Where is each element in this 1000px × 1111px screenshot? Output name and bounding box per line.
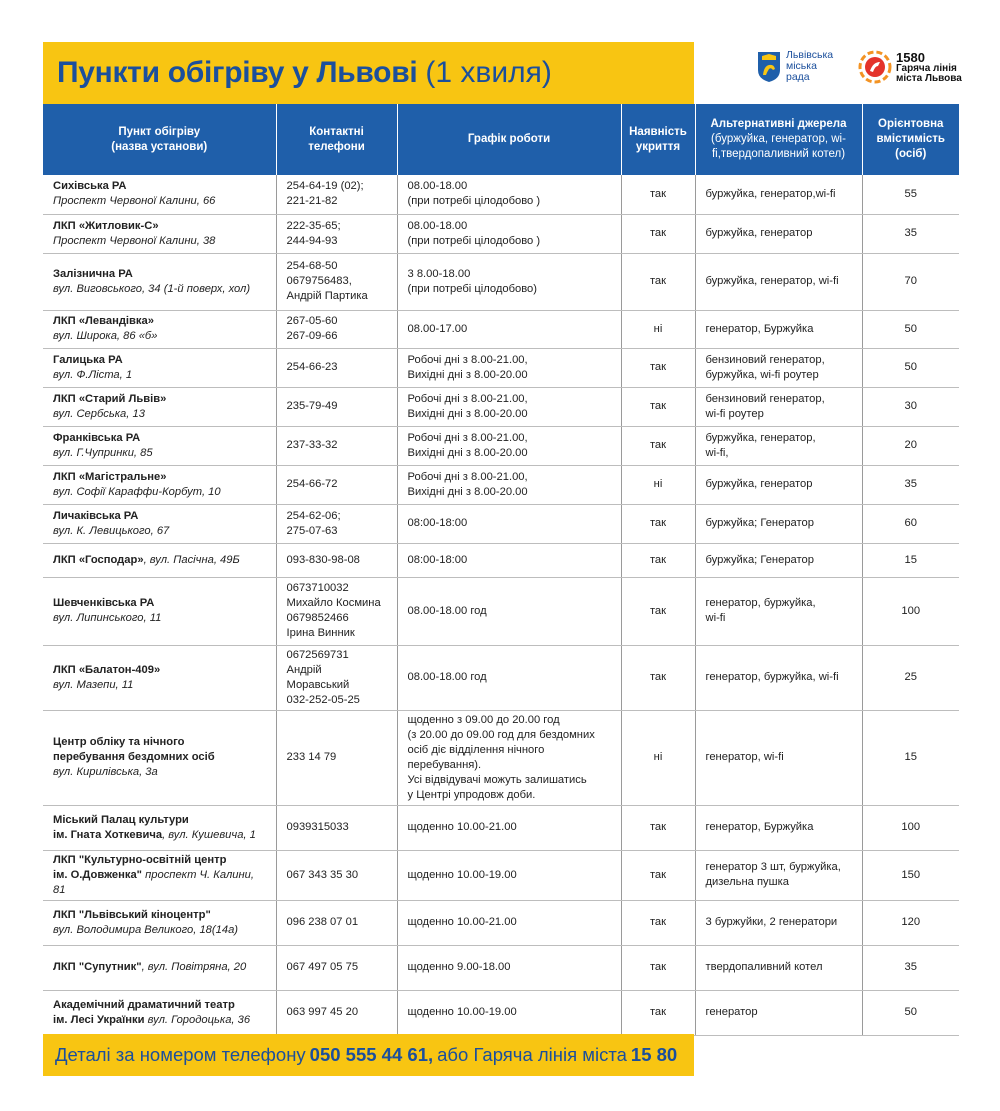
cell-alt-sources: бензиновий генератор, wi-fi роутер — [695, 387, 862, 426]
cell-shelter: так — [621, 214, 695, 253]
cell-alt-sources: генератор, буржуйка, wi-fi — [695, 645, 862, 710]
cell-schedule: щоденно 9.00-18.00 — [397, 945, 621, 990]
cell-schedule: Робочі дні з 8.00-21.00, Вихідні дні з 8.00-20.00 — [397, 426, 621, 465]
hotline-subtitle: Гаряча лінія міста Львова — [896, 62, 962, 84]
cell-capacity: 25 — [862, 645, 959, 710]
cell-shelter: так — [621, 900, 695, 945]
table-header-row — [43, 104, 959, 175]
footer-banner — [43, 1034, 694, 1076]
cell-point — [43, 387, 276, 426]
point-address: вул. Ф.Ліста, 1 — [53, 368, 133, 381]
table-row — [43, 710, 959, 805]
cell-phone: 222-35-65; 244-94-93 — [276, 214, 397, 253]
point-name: ЛКП "Львівський кіноцентр" — [53, 908, 211, 921]
cell-phone: 0672569731 Андрій Моравський 032-252-05-25 — [276, 645, 397, 710]
col-header-phones: Контактні телефони — [276, 104, 397, 175]
cell-capacity: 35 — [862, 214, 959, 253]
cell-point — [43, 310, 276, 348]
col-header-point-title: Пункт обігріву — [118, 125, 201, 138]
point-address: вул. К. Левицького, 67 — [53, 524, 170, 537]
point-name: ЛКП «Житловик-С» — [53, 219, 159, 232]
cell-phone: 067 343 35 30 — [276, 850, 397, 900]
cell-point — [43, 253, 276, 310]
cell-alt-sources: буржуйка, генератор — [695, 214, 862, 253]
point-name: ЛКП «Господар» — [53, 553, 144, 566]
cell-phone: 093-830-98-08 — [276, 543, 397, 577]
col-header-point — [43, 104, 276, 175]
table-row — [43, 175, 959, 214]
cell-capacity: 20 — [862, 426, 959, 465]
point-name: ЛКП «Левандівка» — [53, 315, 154, 327]
col-header-alt-sources — [695, 104, 862, 175]
cell-phone: 233 14 79 — [276, 710, 397, 805]
point-address: , вул. Кушевича, 1 — [162, 828, 256, 841]
cell-alt-sources: генератор, wi-fi — [695, 710, 862, 805]
cell-point — [43, 577, 276, 645]
cell-phone: 254-64-19 (02); 221-21-82 — [276, 175, 397, 214]
footer-phone: 050 555 44 61, — [309, 1044, 434, 1065]
cell-alt-sources: буржуйка, генератор, wi-fi, — [695, 426, 862, 465]
cell-shelter: так — [621, 990, 695, 1035]
point-address: вул. Кирилівська, 3а — [53, 766, 158, 778]
point-name: Залізнична РА — [53, 267, 133, 280]
point-address: вул. Городоцька, 36 — [144, 1013, 251, 1026]
cell-phone: 0673710032 Михайло Космина 0679852466 Ірина Винник — [276, 577, 397, 645]
cell-alt-sources: буржуйка, генератор — [695, 465, 862, 504]
cell-alt-sources: генератор 3 шт, буржуйка, дизельна пушка — [695, 850, 862, 900]
point-address: Проспект Червоної Калини, 66 — [53, 195, 216, 208]
cell-capacity: 100 — [862, 577, 959, 645]
point-name: ЛКП "Супутник" — [53, 961, 142, 973]
hotline-number: 1580 — [896, 49, 925, 65]
cell-schedule: Робочі дні з 8.00-21.00, Вихідні дні з 8.00-20.00 — [397, 348, 621, 387]
cell-schedule: щоденно 10.00-19.00 — [397, 990, 621, 1035]
cell-point — [43, 850, 276, 900]
table-row — [43, 504, 959, 543]
point-address: вул. Сербська, 13 — [53, 407, 145, 420]
cell-schedule: щоденно 10.00-21.00 — [397, 805, 621, 850]
cell-capacity: 150 — [862, 850, 959, 900]
cell-schedule: щоденно 10.00-21.00 — [397, 900, 621, 945]
cell-point — [43, 710, 276, 805]
page-title-wave: (1 хвиля) — [425, 56, 552, 89]
point-name: Шевченківська РА — [53, 597, 155, 609]
cell-shelter: так — [621, 577, 695, 645]
cell-point — [43, 348, 276, 387]
point-address: проспект Ч. Калини, 81 — [53, 868, 254, 896]
cell-capacity: 15 — [862, 710, 959, 805]
cell-schedule: Робочі дні з 8.00-21.00, Вихідні дні з 8.00-20.00 — [397, 465, 621, 504]
cell-shelter: так — [621, 387, 695, 426]
cell-capacity: 55 — [862, 175, 959, 214]
point-name: Міський Палац культури ім. Гната Хоткевича — [53, 813, 189, 841]
cell-phone: 267-05-60 267-09-66 — [276, 310, 397, 348]
col-header-schedule: Графік роботи — [397, 104, 621, 175]
cell-capacity: 70 — [862, 253, 959, 310]
heating-points-table — [43, 104, 959, 1036]
cell-shelter: так — [621, 426, 695, 465]
cell-point — [43, 426, 276, 465]
table-row — [43, 543, 959, 577]
cell-schedule: 08.00-18.00 год — [397, 577, 621, 645]
table-row — [43, 426, 959, 465]
cell-shelter: так — [621, 645, 695, 710]
cell-point — [43, 645, 276, 710]
point-address: , вул. Повітряна, 20 — [141, 961, 247, 973]
cell-phone: 237-33-32 — [276, 426, 397, 465]
cell-shelter: так — [621, 850, 695, 900]
cell-alt-sources: генератор, буржуйка, wi-fi — [695, 577, 862, 645]
point-address: вул. Мазепи, 11 — [53, 678, 134, 691]
cell-capacity: 120 — [862, 900, 959, 945]
point-name: ЛКП «Старий Львів» — [53, 392, 167, 405]
cell-capacity: 35 — [862, 465, 959, 504]
cell-schedule: 08.00-18.00 (при потребі цілодобово ) — [397, 214, 621, 253]
table-row — [43, 387, 959, 426]
cell-alt-sources: 3 буржуйки, 2 генератори — [695, 900, 862, 945]
cell-point — [43, 543, 276, 577]
footer-text-mid: або Гаряча лінія міста — [437, 1044, 627, 1065]
point-name: Личаківська РА — [53, 509, 139, 522]
cell-shelter: ні — [621, 310, 695, 348]
cell-alt-sources: твердопаливний котел — [695, 945, 862, 990]
point-name: Центр обліку та нічного перебування бездомних осіб — [53, 736, 215, 763]
cell-capacity: 100 — [862, 805, 959, 850]
cell-alt-sources: генератор, Буржуйка — [695, 310, 862, 348]
cell-phone: 254-62-06; 275-07-63 — [276, 504, 397, 543]
col-header-alt-title: Альтернативні джерела — [710, 118, 847, 130]
cell-capacity: 15 — [862, 543, 959, 577]
point-name: ЛКП "Культурно-освітній центр ім. О.Довженка" — [53, 853, 227, 881]
cell-schedule: 08.00-17.00 — [397, 310, 621, 348]
hotline-logo — [858, 50, 966, 84]
table-row — [43, 945, 959, 990]
cell-capacity: 50 — [862, 310, 959, 348]
cell-shelter: так — [621, 175, 695, 214]
point-name: Академічний драматичний театр ім. Лесі Українки — [53, 998, 235, 1026]
cell-capacity: 35 — [862, 945, 959, 990]
point-name: ЛКП «Магістральне» — [53, 470, 167, 483]
cell-schedule: щоденно 10.00-19.00 — [397, 850, 621, 900]
cell-alt-sources: буржуйка, генератор,wi-fi — [695, 175, 862, 214]
cell-schedule: 08:00-18:00 — [397, 504, 621, 543]
page-title: Пункти обігріву у Львові — [57, 56, 418, 89]
cell-point — [43, 900, 276, 945]
cell-capacity: 50 — [862, 990, 959, 1035]
table-row — [43, 577, 959, 645]
cell-alt-sources: буржуйка, генератор, wi-fi — [695, 253, 862, 310]
point-name: ЛКП «Балатон-409» — [53, 663, 161, 676]
cell-shelter: так — [621, 348, 695, 387]
table-row — [43, 465, 959, 504]
col-header-capacity: Орієнтовна вмістимість (осіб) — [862, 104, 959, 175]
point-name: Галицька РА — [53, 353, 123, 366]
point-address: вул. Г.Чупринки, 85 — [53, 446, 153, 459]
cell-schedule: Робочі дні з 8.00-21.00, Вихідні дні з 8.00-20.00 — [397, 387, 621, 426]
footer-hotline: 15 80 — [630, 1044, 678, 1065]
col-header-point-sub: (назва установи) — [111, 140, 208, 153]
cell-point — [43, 175, 276, 214]
point-address: вул. Володимира Великого, 18(14а) — [53, 923, 239, 936]
cell-shelter: так — [621, 805, 695, 850]
cell-schedule: 08:00-18:00 — [397, 543, 621, 577]
table-row — [43, 900, 959, 945]
cell-alt-sources: генератор, Буржуйка — [695, 805, 862, 850]
cell-alt-sources: генератор — [695, 990, 862, 1035]
table-row — [43, 990, 959, 1035]
cell-capacity: 60 — [862, 504, 959, 543]
cell-alt-sources: бензиновий генератор, буржуйка, wi-fi роутер — [695, 348, 862, 387]
point-address: вул. Широка, 86 «б» — [53, 330, 158, 342]
table-row — [43, 805, 959, 850]
table-row — [43, 850, 959, 900]
cell-phone: 235-79-49 — [276, 387, 397, 426]
cell-shelter: так — [621, 543, 695, 577]
cell-shelter: так — [621, 504, 695, 543]
cell-point — [43, 465, 276, 504]
cell-shelter: ні — [621, 465, 695, 504]
cell-point — [43, 990, 276, 1035]
hotline-1580-logo-icon — [858, 50, 892, 84]
cell-phone: 254-68-50 0679756483, Андрій Партика — [276, 253, 397, 310]
lviv-city-council-logo — [757, 50, 842, 83]
table-row — [43, 645, 959, 710]
lviv-coat-of-arms-icon — [757, 51, 781, 83]
page-title-banner — [43, 42, 694, 104]
cell-phone: 0939315033 — [276, 805, 397, 850]
cell-capacity: 30 — [862, 387, 959, 426]
cell-alt-sources: буржуйка; Генератор — [695, 543, 862, 577]
table-row — [43, 253, 959, 310]
cell-phone: 096 238 07 01 — [276, 900, 397, 945]
city-council-name: Львівська міська рада — [786, 49, 834, 83]
cell-alt-sources: буржуйка; Генератор — [695, 504, 862, 543]
cell-point — [43, 214, 276, 253]
footer-text: Деталі за номером телефону — [55, 1044, 306, 1065]
table-row — [43, 310, 959, 348]
cell-phone: 063 997 45 20 — [276, 990, 397, 1035]
cell-schedule: 08.00-18.00 (при потребі цілодобово ) — [397, 175, 621, 214]
table-row — [43, 348, 959, 387]
cell-phone: 067 497 05 75 — [276, 945, 397, 990]
cell-schedule: 3 8.00-18.00 (при потребі цілодобово) — [397, 253, 621, 310]
col-header-shelter: Наявність укриття — [621, 104, 695, 175]
cell-point — [43, 945, 276, 990]
cell-phone: 254-66-23 — [276, 348, 397, 387]
col-header-alt-sub: (буржуйка, генератор, wi-fi,твердопаливний котел) — [711, 133, 846, 160]
point-name: Франківська РА — [53, 431, 141, 444]
point-address: вул. Виговського, 34 (1-й поверх, хол) — [53, 282, 251, 295]
point-address: Проспект Червоної Калини, 38 — [53, 234, 216, 247]
cell-schedule: щоденно з 09.00 до 20.00 год (з 20.00 до 09.00 год для бездомних осіб діє відділення нічного перебування). Усі відвідувачі можуть залишатись у Центрі упродовж доби. — [397, 710, 621, 805]
cell-schedule: 08.00-18.00 год — [397, 645, 621, 710]
table-row — [43, 214, 959, 253]
cell-shelter: так — [621, 945, 695, 990]
point-name: Сихівська РА — [53, 180, 127, 193]
cell-phone: 254-66-72 — [276, 465, 397, 504]
cell-shelter: так — [621, 253, 695, 310]
point-address: вул. Липинського, 11 — [53, 612, 162, 624]
cell-point — [43, 805, 276, 850]
cell-capacity: 50 — [862, 348, 959, 387]
cell-shelter: ні — [621, 710, 695, 805]
point-address: , вул. Пасічна, 49Б — [143, 553, 240, 566]
point-address: вул. Софії Караффи-Корбут, 10 — [53, 485, 221, 498]
cell-point — [43, 504, 276, 543]
